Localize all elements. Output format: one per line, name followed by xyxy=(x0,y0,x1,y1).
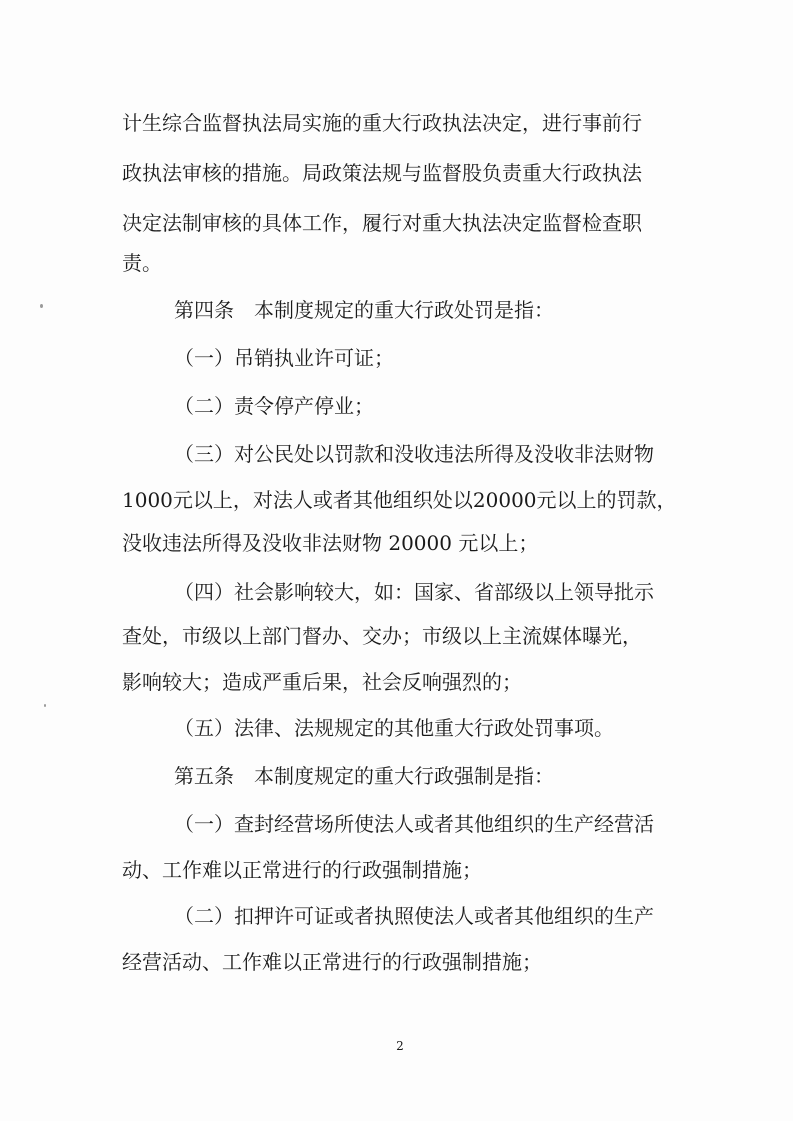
list-item-line xyxy=(0,436,793,472)
line-text: 动、工作难以正常进行的行政强制措施； xyxy=(122,858,482,882)
body-line xyxy=(0,482,793,518)
line-text: 决定法制审核的具体工作，履行对重大执法决定监督检查职 xyxy=(122,211,642,235)
body-line xyxy=(0,245,793,281)
line-text: （二）扣押许可证或者执照使法人或者其他组织的生产 xyxy=(174,904,654,928)
article-heading-line xyxy=(0,758,793,794)
scan-speck xyxy=(44,704,46,707)
scan-speck xyxy=(40,304,43,308)
line-text: 计生综合监督执法局实施的重大行政执法决定，进行事前行 xyxy=(122,111,642,135)
list-item-line xyxy=(0,898,793,934)
article-heading-line xyxy=(0,292,793,328)
line-text: 1000元以上，对法人或者其他组织处以20000元以上的罚款， xyxy=(122,488,677,512)
body-line xyxy=(0,618,793,654)
body-line xyxy=(0,105,793,141)
line-text: （三）对公民处以罚款和没收违法所得及没收非法财物 xyxy=(174,442,654,466)
page-number: 2 xyxy=(396,1039,404,1053)
body-line xyxy=(0,155,793,191)
line-text: （一）查封经营场所使法人或者其他组织的生产经营活 xyxy=(174,812,654,836)
line-text: 没收违法所得及没收非法财物 20000 元以上； xyxy=(122,531,539,555)
body-line xyxy=(0,852,793,888)
line-text: 查处，市级以上部门督办、交办；市级以上主流媒体曝光， xyxy=(122,624,642,648)
line-text: （四）社会影响较大，如：国家、省部级以上领导批示 xyxy=(174,580,654,604)
body-line xyxy=(0,664,793,700)
list-item-line xyxy=(0,806,793,842)
line-text: （五）法律、法规规定的其他重大行政处罚事项。 xyxy=(174,716,614,740)
list-item-line xyxy=(0,574,793,610)
line-text: 影响较大；造成严重后果，社会反响强烈的； xyxy=(122,670,522,694)
line-text: 责。 xyxy=(122,251,162,275)
body-line xyxy=(0,205,793,241)
line-text: 政执法审核的措施。局政策法规与监督股负责重大行政执法 xyxy=(122,161,642,185)
line-text: （一）吊销执业许可证； xyxy=(174,346,394,370)
body-line xyxy=(0,525,793,561)
list-item-line xyxy=(0,710,793,746)
list-item-line xyxy=(0,340,793,376)
line-text: （二）责令停产停业； xyxy=(174,394,374,418)
line-text: 第五条 本制度规定的重大行政强制是指： xyxy=(174,764,554,788)
list-item-line xyxy=(0,388,793,424)
line-text: 经营活动、工作难以正常进行的行政强制措施； xyxy=(122,950,542,974)
line-text: 第四条 本制度规定的重大行政处罚是指： xyxy=(174,298,554,322)
body-line xyxy=(0,944,793,980)
